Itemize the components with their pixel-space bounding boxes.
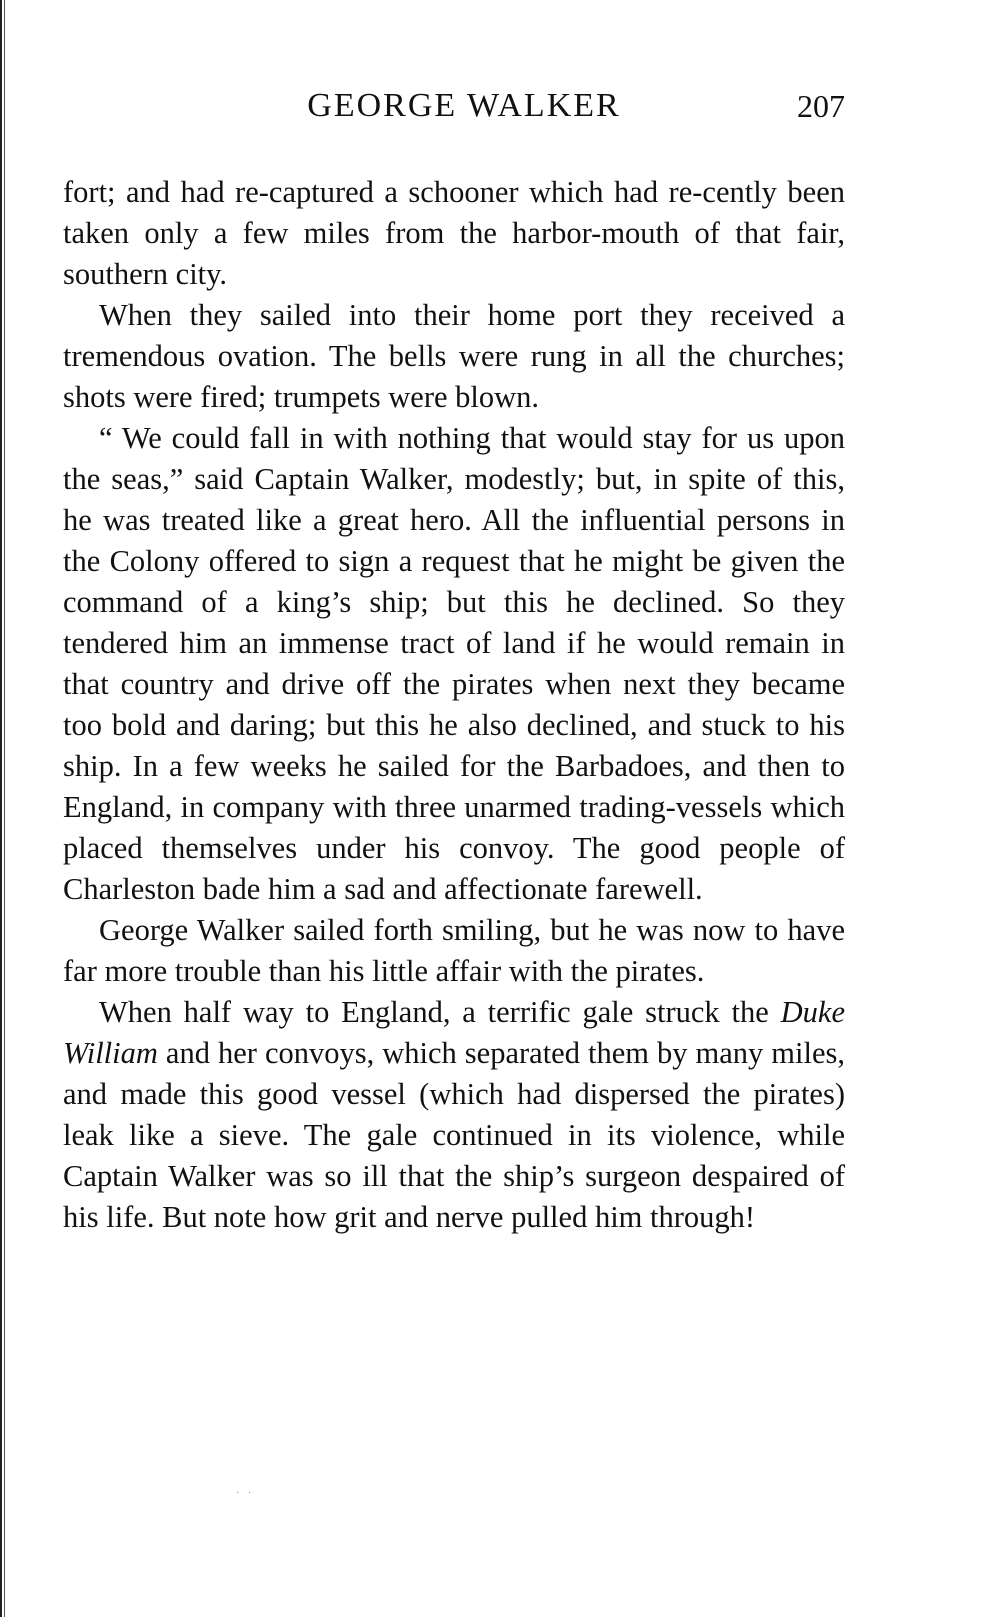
gale-text-after: and her convoys, which separated them by many miles, and made this good vessel (which had dispersed the pirates) leak like a sieve. The gale continued in its violence, while Captain Walker was so ill that the ship’s surgeon despaired of his life. But note how grit and nerve pulled him through! [63,1036,845,1234]
paper-specks: · · [236,1488,255,1499]
paragraph-gale [63,992,845,1238]
paragraph-home-port: When they sailed into their home port they received a tremendous ovation. The bells were rung in all the churches; shots were fired; trumpets were blown. [63,298,845,414]
body-text [63,172,845,1238]
running-head-title: GEORGE WALKER [307,87,621,124]
gale-text-before: When half way to England, a terrific gale struck the [99,995,781,1029]
binding-edge [0,0,6,1617]
running-head [63,84,845,132]
paragraph-continued: fort; and had re-captured a schooner which had re-cently been taken only a few miles from the harbor-mouth of that fair, southern city. [63,175,845,291]
page-number: 207 [797,88,845,124]
paragraph-sailed-forth: George Walker sailed forth smiling, but he was now to have far more trouble than his little affair with the pirates. [63,913,845,988]
paragraph-captain-quote: “ We could fall in with nothing that would stay for us upon the seas,” said Captain Walker, modestly; but, in spite of this, he was treated like a great hero. All the influential persons in the Colony offered to sign a request that he might be given the command of a king’s ship; but this he declined. So they tendered him an immense tract of land if he would remain in that country and drive off the pirates when next they became too bold and daring; but this he also declined, and stuck to his ship. In a few weeks he sailed for the Barbadoes, and then to England, in company with three unarmed trading-vessels which placed themselves under his convoy. The good people of Charleston bade him a sad and affectionate farewell. [63,421,845,906]
book-page [63,84,845,1238]
ship-name: Duke William [63,995,845,1070]
